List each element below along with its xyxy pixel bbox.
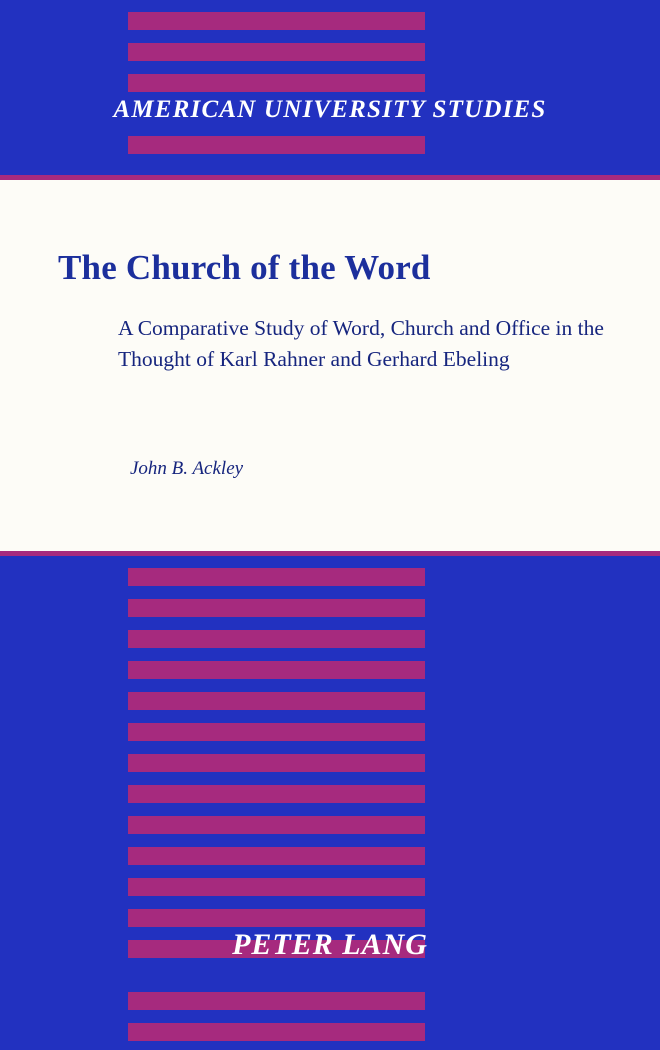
series-title: AMERICAN UNIVERSITY STUDIES xyxy=(113,96,547,123)
cover-center-panel xyxy=(0,180,660,551)
book-subtitle: A Comparative Study of Word, Church and Office in the Thought of Karl Rahner and Gerhard Ebeling xyxy=(118,316,604,371)
book-title: The Church of the Word xyxy=(58,248,431,287)
cover-bottom-panel xyxy=(0,556,660,1050)
decorative-bar xyxy=(128,136,425,154)
decorative-bar xyxy=(128,43,425,61)
decorative-bar xyxy=(128,878,425,896)
decorative-bar xyxy=(128,692,425,710)
cover-top-panel xyxy=(0,0,660,175)
decorative-bar xyxy=(128,599,425,617)
publisher-name: PETER LANG xyxy=(232,928,428,961)
decorative-bar xyxy=(128,785,425,803)
decorative-bar xyxy=(128,847,425,865)
decorative-bar xyxy=(128,1023,425,1041)
decorative-bar xyxy=(128,630,425,648)
decorative-bar xyxy=(128,568,425,586)
decorative-bar xyxy=(128,661,425,679)
decorative-bar xyxy=(128,816,425,834)
decorative-bar xyxy=(128,723,425,741)
decorative-bar xyxy=(128,754,425,772)
decorative-bar xyxy=(128,12,425,30)
decorative-bar xyxy=(128,992,425,1010)
decorative-bar xyxy=(128,74,425,92)
decorative-bar xyxy=(128,909,425,927)
author-name: John B. Ackley xyxy=(130,458,244,479)
